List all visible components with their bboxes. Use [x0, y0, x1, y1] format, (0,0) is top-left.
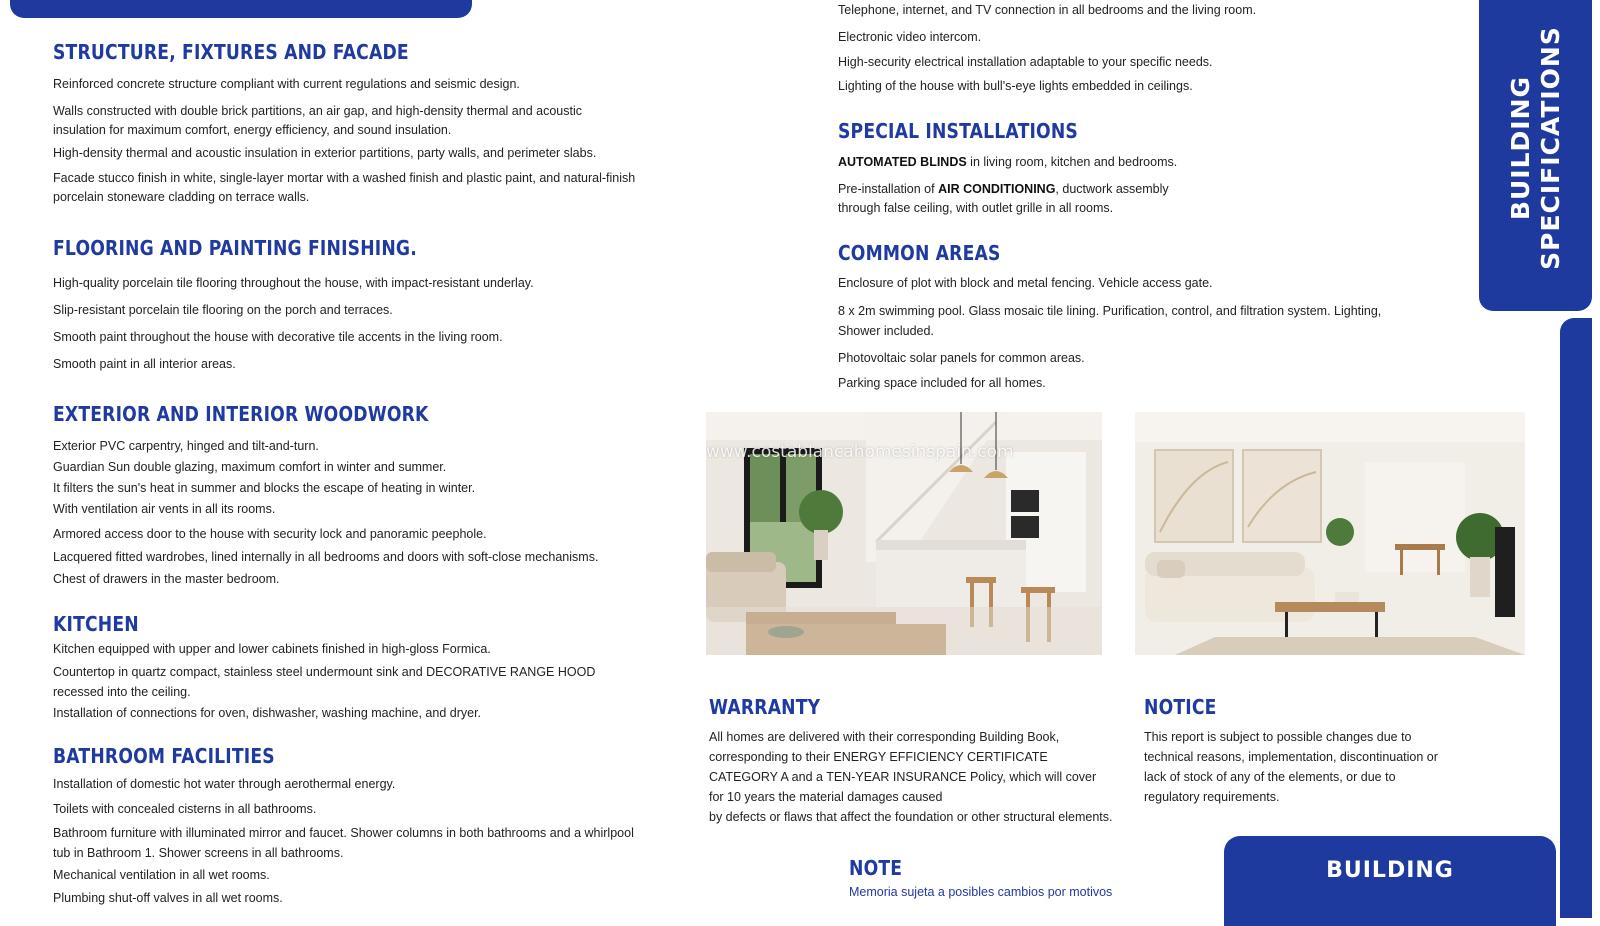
structure-item-1: Reinforced concrete structure compliant with current regulations and seismic design.: [53, 77, 520, 91]
watermark: www.costablancahomesinspain.com: [706, 442, 1014, 462]
ac-rest: , ductwork assembly: [1055, 182, 1169, 196]
warranty-line-1: All homes are delivered with their corresponding Building Book,: [709, 730, 1060, 744]
living-photo-illustration: [1135, 412, 1525, 655]
flooring-heading: FLOORING AND PAINTING FINISHING.: [53, 236, 417, 260]
kitchen-item-2: Countertop in quartz compact, stainless steel undermount sink and DECORATIVE RANGE HOOD: [53, 665, 596, 679]
woodwork-item-5: Armored access door to the house with security lock and panoramic peephole.: [53, 527, 487, 541]
woodwork-item-6: Lacquered fitted wardrobes, lined internally in all bedrooms and doors with soft-close mechanisms.: [53, 550, 599, 564]
kitchen-item-4: Installation of connections for oven, dishwasher, washing machine, and dryer.: [53, 706, 482, 720]
notice-line-3: lack of stock of any of the elements, or due to: [1144, 770, 1396, 784]
common-item-1: Enclosure of plot with block and metal fencing. Vehicle access gate.: [838, 276, 1213, 290]
common-item-4: Parking space included for all homes.: [838, 376, 1046, 390]
flooring-item-4: Smooth paint in all interior areas.: [53, 357, 236, 371]
structure-item-2: Walls constructed with double brick partitions, an air gap, and high-density thermal and acoustic insulation for maximum comfort, energy efficiency, and sound insulation.: [53, 104, 582, 137]
special-ac: [838, 180, 1458, 199]
bathroom-item-1: Installation of domestic hot water through aerothermal energy.: [53, 777, 396, 791]
side-strip: [1560, 318, 1592, 918]
ac-pre: Pre-installation of: [838, 182, 939, 196]
woodwork-heading: EXTERIOR AND INTERIOR WOODWORK: [53, 402, 429, 426]
bathroom-item-2: Toilets with concealed cisterns in all bathrooms.: [53, 802, 317, 816]
structure-item-3: High-density thermal and acoustic insulation in exterior partitions, party walls, and perimeter slabs.: [53, 146, 597, 160]
special-blinds: [838, 153, 1458, 172]
common-heading: COMMON AREAS: [838, 241, 1001, 265]
side-tab: [1479, 0, 1592, 311]
warranty-text: [709, 727, 1129, 827]
special-ac-line2: through false ceiling, with outlet grille in all rooms.: [838, 201, 1114, 215]
kitchen-heading: KITCHEN: [53, 612, 139, 636]
bottom-tab: [1224, 836, 1556, 926]
bathroom-heading: BATHROOM FACILITIES: [53, 744, 275, 768]
bottom-tab-title: BUILDING: [1326, 858, 1454, 883]
bathroom-item-4: Mechanical ventilation in all wet rooms.: [53, 868, 270, 882]
common-item-3: Photovoltaic solar panels for common areas.: [838, 351, 1085, 365]
side-tab-line1: BUILDING: [1505, 75, 1535, 220]
bathroom-item-3: Bathroom furniture with illuminated mirror and faucet. Shower columns in both bathrooms and a whirlpool tub in Bathroom 1. Shower screens in all bathrooms.: [53, 826, 634, 860]
structure-item-4: Facade stucco finish in white, single-layer mortar with a washed finish and plastic paint, and natural-finish porcelain stoneware cladding on terrace walls.: [53, 171, 636, 204]
special-heading: SPECIAL INSTALLATIONS: [838, 119, 1078, 143]
electrical-item-2: Electronic video intercom.: [838, 30, 982, 44]
woodwork-item-3: It filters the sun's heat in summer and blocks the escape of heating in winter.: [53, 481, 476, 495]
blinds-bold: AUTOMATED BLINDS: [838, 155, 967, 169]
warranty-heading: WARRANTY: [709, 695, 821, 719]
living-photo: [1135, 412, 1525, 655]
top-banner: [10, 0, 472, 18]
notice-line-1: This report is subject to possible changes due to: [1144, 730, 1412, 744]
electrical-item-3: High-security electrical installation adaptable to your specific needs.: [838, 55, 1213, 69]
woodwork-item-2: Guardian Sun double glazing, maximum comfort in winter and summer.: [53, 460, 447, 474]
kitchen-item-1: Kitchen equipped with upper and lower cabinets finished in high-gloss Formica.: [53, 642, 491, 656]
notice-line-4: regulatory requirements.: [1144, 790, 1280, 804]
notice-line-2: technical reasons, implementation, discontinuation or: [1144, 750, 1438, 764]
flooring-item-2: Slip-resistant porcelain tile flooring on the porch and terraces.: [53, 303, 393, 317]
side-tab-title: [1506, 26, 1566, 270]
warranty-line-2: corresponding to their ENERGY EFFICIENCY CERTIFICATE: [709, 750, 1048, 764]
note-heading: NOTE: [849, 856, 903, 880]
woodwork-item-7: Chest of drawers in the master bedroom.: [53, 572, 280, 586]
side-tab-line2: SPECIFICATIONS: [1535, 25, 1565, 270]
woodwork-item-1: Exterior PVC carpentry, hinged and tilt-and-turn.: [53, 439, 319, 453]
structure-heading: STRUCTURE, FIXTURES AND FACADE: [53, 40, 409, 64]
blinds-rest: in living room, kitchen and bedrooms.: [966, 155, 1178, 169]
bathroom-item-5: Plumbing shut-off valves in all wet rooms.: [53, 891, 283, 905]
common-item-2: 8 x 2m swimming pool. Glass mosaic tile lining. Purification, control, and filtration system. Lighting, Shower included.: [838, 304, 1382, 338]
ac-bold: AIR CONDITIONING: [938, 182, 1056, 196]
notice-text: [1144, 727, 1484, 807]
notice-heading: NOTICE: [1144, 695, 1217, 719]
warranty-line-4: for 10 years the material damages caused: [709, 790, 943, 804]
warranty-line-5: by defects or flaws that affect the foundation or other structural elements.: [709, 810, 1113, 824]
electrical-item-1: Telephone, internet, and TV connection in all bedrooms and the living room.: [838, 3, 1257, 17]
woodwork-item-4: With ventilation air vents in all its rooms.: [53, 502, 276, 516]
note-text: Memoria sujeta a posibles cambios por motivos: [849, 885, 1113, 899]
kitchen-item-3: recessed into the ceiling.: [53, 685, 191, 699]
warranty-line-3: CATEGORY A and a TEN-YEAR INSURANCE Policy, which will cover: [709, 770, 1097, 784]
electrical-item-4: Lighting of the house with bull's-eye lights embedded in ceilings.: [838, 79, 1193, 93]
flooring-item-1: High-quality porcelain tile flooring throughout the house, with impact-resistant underlay.: [53, 276, 534, 290]
flooring-item-3: Smooth paint throughout the house with decorative tile accents in the living room.: [53, 330, 503, 344]
